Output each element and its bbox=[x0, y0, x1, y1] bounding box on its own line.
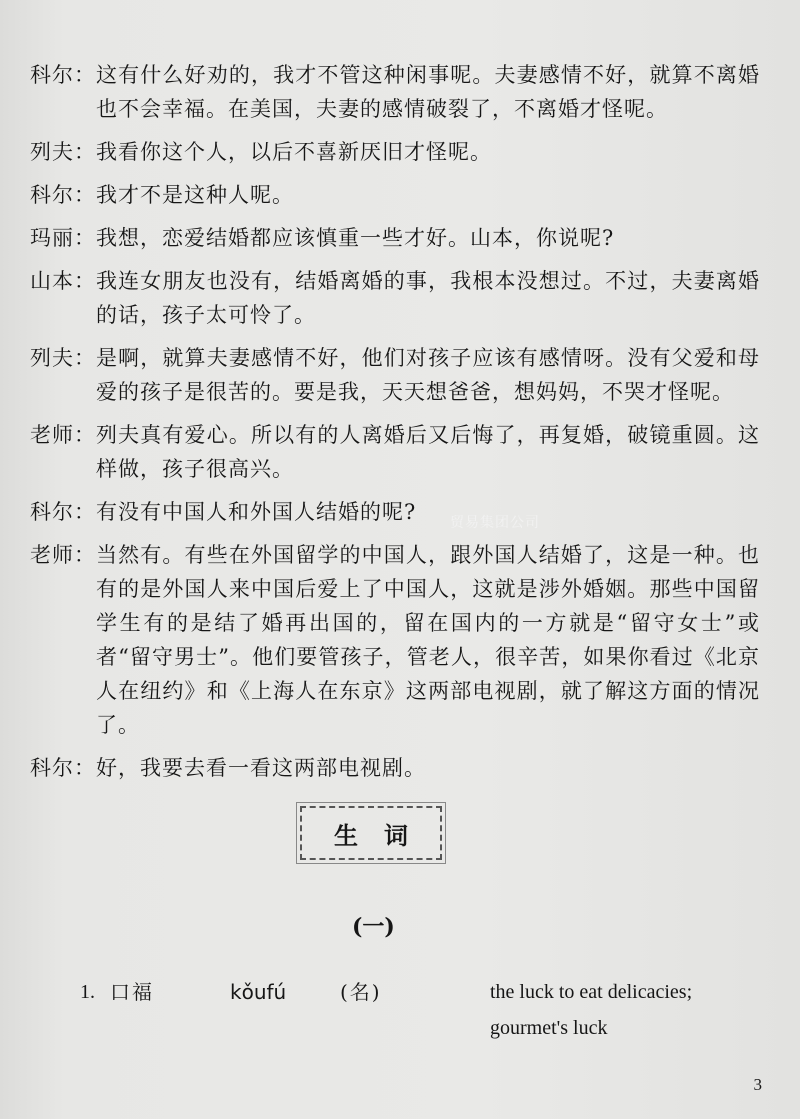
dialogue-turn bbox=[30, 538, 760, 742]
entry-number: 1. bbox=[80, 981, 95, 1003]
dialogue-turn bbox=[30, 495, 760, 529]
entry-word: 口福 bbox=[110, 980, 154, 1004]
speaker-name: 老师： bbox=[30, 543, 96, 567]
dialogue-text: 好，我要去看一看这两部电视剧。 bbox=[96, 756, 426, 780]
page-number: 3 bbox=[753, 1075, 762, 1094]
entry-gloss-continued: gourmet's luck bbox=[490, 1017, 608, 1039]
vocabulary-heading: 生词 bbox=[334, 820, 434, 850]
dialogue-text: 是啊，就算夫妻感情不好，他们对孩子应该有感情呀。没有父爱和母爱的孩子是很苦的。要是我，天天想爸爸，想妈妈，不哭才怪呢。 bbox=[96, 346, 760, 404]
dialogue-turn bbox=[30, 135, 760, 169]
speaker-name: 老师： bbox=[30, 423, 96, 447]
dialogue-text: 我连女朋友也没有，结婚离婚的事，我根本没想过。不过，夫妻离婚的话，孩子太可怜了。 bbox=[96, 269, 760, 327]
vocabulary-heading-box bbox=[300, 806, 442, 860]
speaker-name: 科尔： bbox=[30, 500, 96, 524]
dialogue-text: 我想，恋爱结婚都应该慎重一些才好。山本，你说呢? bbox=[96, 226, 615, 250]
dialogue-turn bbox=[30, 341, 760, 409]
speaker-name: 科尔： bbox=[30, 183, 96, 207]
dialogue-text: 这有什么好劝的，我才不管这种闲事呢。夫妻感情不好，就算不离婚也不会幸福。在美国，夫妻的感情破裂了，不离婚才怪呢。 bbox=[96, 63, 760, 121]
dialogue-turn bbox=[30, 221, 760, 255]
dialogue-turn bbox=[30, 178, 760, 212]
publisher-watermark: 贸易集团公司 bbox=[450, 515, 540, 531]
dialogue-turn bbox=[30, 418, 760, 486]
dialogue-text: 列夫真有爱心。所以有的人离婚后又后悔了，再复婚，破镜重圆。这样做，孩子很高兴。 bbox=[96, 423, 760, 481]
speaker-name: 山本： bbox=[30, 269, 96, 293]
speaker-name: 列夫： bbox=[30, 140, 96, 164]
dialogue-turn bbox=[30, 751, 760, 785]
dialogue-text: 我才不是这种人呢。 bbox=[96, 183, 294, 207]
dialogue-turn bbox=[30, 58, 760, 126]
section-label: (一) bbox=[352, 914, 395, 940]
vocabulary-entry bbox=[70, 975, 750, 1045]
entry-part-of-speech: (名) bbox=[340, 980, 382, 1004]
dialogue-text: 有没有中国人和外国人结婚的呢? bbox=[96, 500, 417, 524]
dialogue bbox=[30, 58, 760, 794]
speaker-name: 科尔： bbox=[30, 63, 96, 87]
entry-gloss: the luck to eat delicacies; bbox=[490, 981, 693, 1003]
speaker-name: 科尔： bbox=[30, 756, 96, 780]
dialogue-text: 当然有。有些在外国留学的中国人，跟外国人结婚了，这是一种。也有的是外国人来中国后爱上了中国人，这就是涉外婚姻。那些中国留学生有的是结了婚再出国的，留在国内的一方就是“留守女士”或者“留守男士”。他们要管孩子，管老人，很辛苦，如果你看过《北京人在纽约》和《上海人在东京》这两部电视剧，就了解这方面的情况了。 bbox=[96, 543, 760, 737]
dialogue-text: 我看你这个人，以后不喜新厌旧才怪呢。 bbox=[96, 140, 492, 164]
speaker-name: 列夫： bbox=[30, 346, 96, 370]
speaker-name: 玛丽： bbox=[30, 226, 96, 250]
entry-pinyin: kǒufú bbox=[230, 980, 287, 1004]
dialogue-turn bbox=[30, 264, 760, 332]
